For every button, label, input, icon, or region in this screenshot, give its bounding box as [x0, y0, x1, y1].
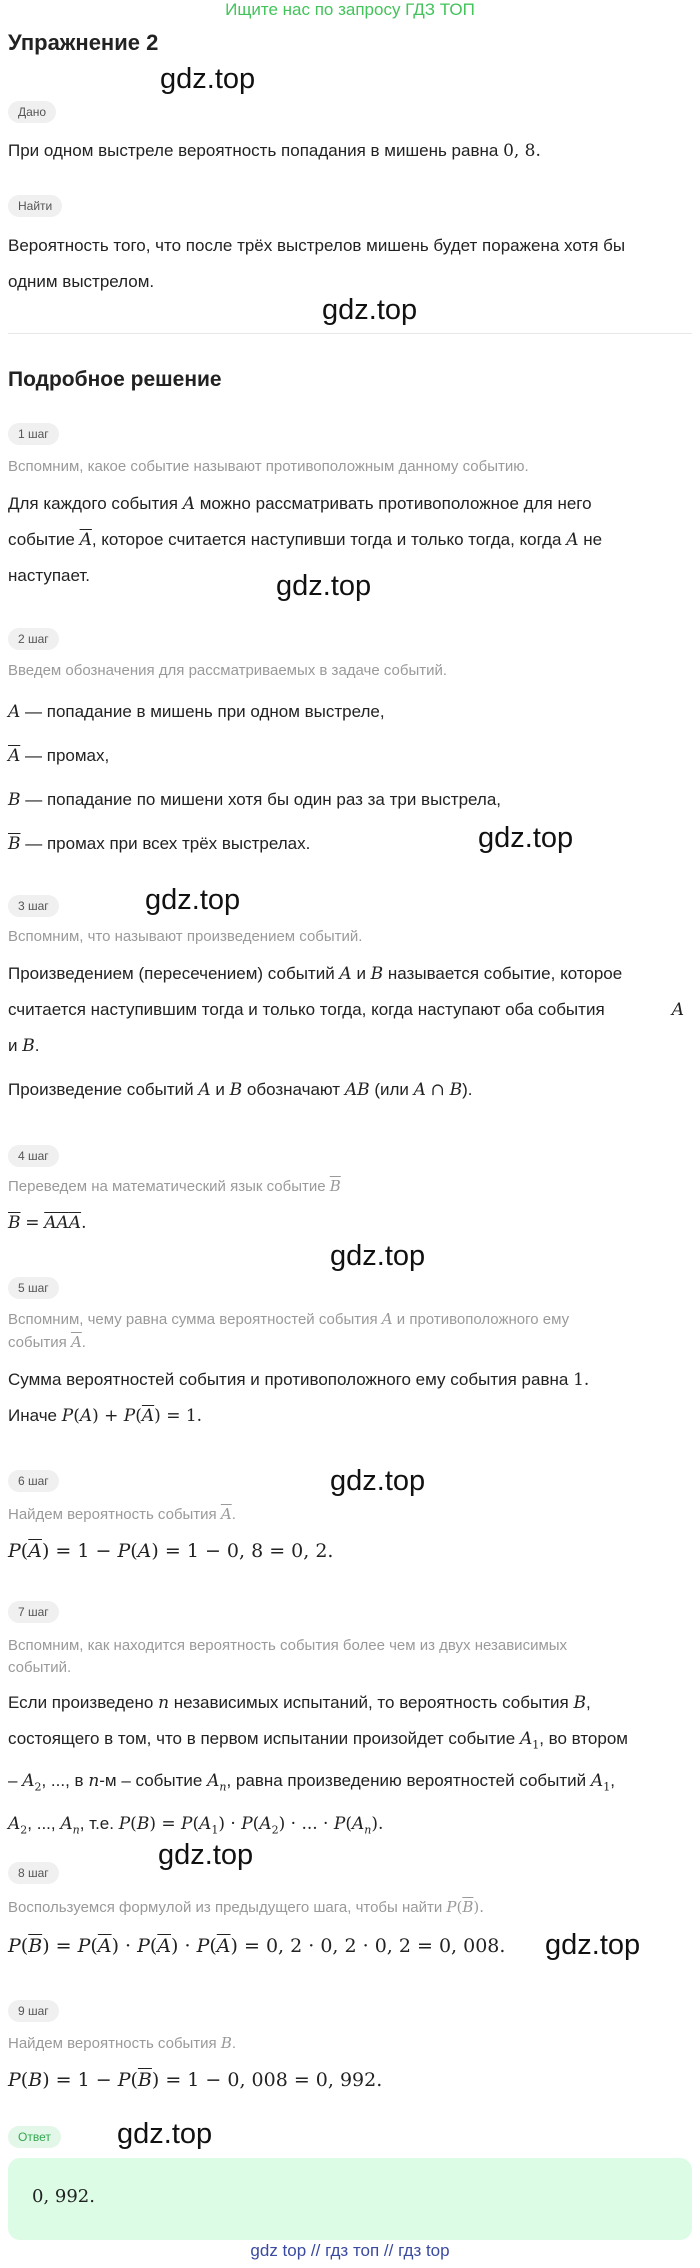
- watermark: gdz.top: [330, 1240, 426, 1272]
- step-text: Сумма вероятностей события и противоположного ему события равна 1. Иначе $P(A) + P(\overline{A}) = 1$.: [8, 1370, 590, 1426]
- watermark: gdz.top: [478, 822, 574, 854]
- step-hint: Вспомним, какое событие называют противоположным данному событию.: [8, 458, 529, 475]
- step-hint: Переведем на математический язык событие $\overline{B}$: [8, 1177, 341, 1195]
- step-badge: 8 шаг: [8, 1862, 59, 1884]
- step-hint: Введем обозначения для рассматриваемых в задаче событий.: [8, 662, 448, 679]
- find-text: Вероятность того, что после трёх выстрелов мишень будет поражена хотя бы одним выстрелом.: [8, 236, 626, 291]
- formula: $P(\overline{B}) = P(\overline{A}) \cdot P(\overline{A}) \cdot P(\overline{A}) = 0$, 2 · 0, 2 · 0, 2 = 0, 008.: [8, 1935, 506, 1957]
- solution-title: Подробное решение: [8, 368, 222, 391]
- given-text: При одном выстреле вероятность попадания в мишень равна 0, 8.: [8, 141, 541, 161]
- step-badge: 6 шаг: [8, 1470, 59, 1492]
- divider: [8, 333, 692, 334]
- step-text: Для каждого события A можно рассматривать противоположное для него событие $\overline{A}$, которое считается наступивши тогда и только тогда, когда A не наступает.: [8, 494, 603, 585]
- formula: $\overline{B} = \overline{A}\overline{A}\overline{A}$.: [8, 1213, 87, 1233]
- watermark: gdz.top: [158, 1839, 254, 1871]
- watermark: gdz.top: [276, 570, 372, 602]
- watermark: gdz.top: [545, 1929, 641, 1961]
- step-text: A — попадание в мишень при одном выстреле, $\overline{A}$ — промах, B — попадание по мишени хотя бы один раз за три выстрела, $\overline{B}$ — промах при всех трёх выстрелах.: [8, 702, 502, 854]
- step-hint: Вспомним, что называют произведением событий.: [8, 928, 363, 945]
- formula: $P(\overline{A}) = 1 - P(A) = 1 - 0$, 8 = 0, 2.: [8, 1540, 334, 1562]
- watermark: gdz.top: [145, 884, 241, 916]
- step-hint: Воспользуемся формулой из предыдущего шага, чтобы найти $P(\overline{B})$.: [8, 1898, 485, 1916]
- formula: $P(B) = 1 - P(\overline{B}) = 1 - 0$, 008 = 0, 992.: [8, 2069, 383, 2091]
- step-badge: 5 шаг: [8, 1277, 59, 1299]
- find-badge: Найти: [8, 195, 62, 217]
- step-badge: 7 шаг: [8, 1601, 59, 1623]
- step-badge: 1 шаг: [8, 423, 59, 445]
- step-badge: 3 шаг: [8, 895, 59, 917]
- answer-badge: Ответ: [8, 2126, 61, 2148]
- given-badge: Дано: [8, 101, 56, 123]
- answer-value: 0, 992.: [32, 2186, 95, 2207]
- top-banner: Ищите нас по запросу ГДЗ ТОП: [225, 0, 475, 19]
- answer-box: [8, 2158, 692, 2240]
- footer-links[interactable]: gdz top // гдз топ // гдз top: [250, 2241, 450, 2260]
- watermark: gdz.top: [322, 294, 418, 326]
- watermark: gdz.top: [117, 2118, 213, 2150]
- step-hint: Найдем вероятность события B.: [8, 2034, 237, 2052]
- step-badge: 2 шаг: [8, 628, 59, 650]
- step-badge: 4 шаг: [8, 1145, 59, 1167]
- watermark: gdz.top: [160, 63, 256, 95]
- step-text: Произведением (пересечением) событий A и B называется событие, которое считается наступившим тогда и только тогда, когда наступают оба события A и B. Произведение событий A и B обозначают AB (или A ∩ B).: [8, 964, 684, 1100]
- watermark: gdz.top: [330, 1465, 426, 1497]
- step-hint: Найдем вероятность события $\overline{A}$.: [8, 1505, 236, 1523]
- step-hint: Вспомним, чему равна сумма вероятностей события A и противоположного ему события $\overline{A}$.: [8, 1310, 570, 1351]
- step-hint: Вспомним, как находится вероятность события более чем из двух независимых событий.: [8, 1637, 568, 1676]
- step-text: Если произведено n независимых испытаний, то вероятность события B, состоящего в том, что в первом испытании произойдет событие $A_1$, во втором – $A_2$, ..., в n-м – событие $A_n$, равна произведению вероятностей событий $A_1$, $A_2$, ..., $A_n$, т.е. $P(B) = P(A_1) \cdot P(A_2)$ · ... · $P(A_n)$.: [8, 1693, 628, 1837]
- step-badge: 9 шаг: [8, 2000, 59, 2022]
- exercise-title: Упражнение 2: [8, 30, 159, 55]
